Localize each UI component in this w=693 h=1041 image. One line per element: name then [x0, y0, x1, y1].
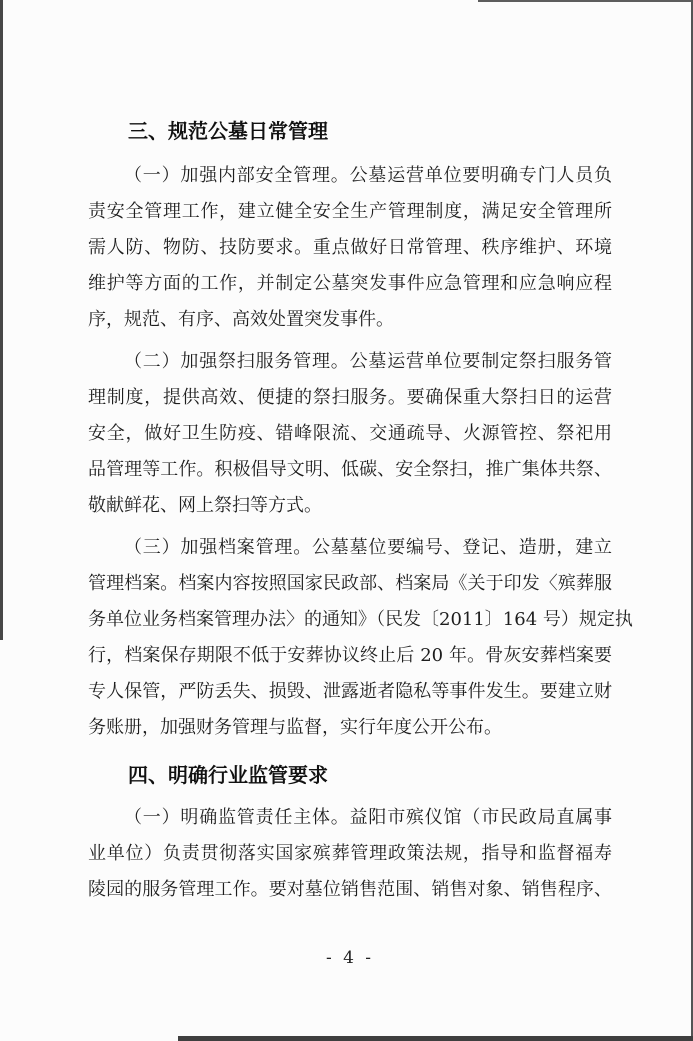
text-line: 管理档案。档案内容按照国家民政部、档案局《关于印发〈殡葬服	[88, 573, 612, 594]
text-line: 序，规范、有序、高效处置突发事件。	[88, 309, 394, 330]
text-line: 责安全管理工作，建立健全安全生产管理制度，满足安全管理所	[88, 201, 612, 222]
paragraph-3-3	[88, 530, 633, 746]
document-body	[88, 110, 633, 908]
paragraph-3-2	[88, 344, 612, 524]
section-3-heading: 三、规范公墓日常管理	[128, 119, 328, 143]
section-4-heading: 四、明确行业监管要求	[128, 763, 328, 787]
scan-edge-top	[478, 0, 693, 2]
text-line: 安全，做好卫生防疫、错峰限流、交通疏导、火源管控、祭祀用	[88, 423, 612, 444]
page-number: - 4 -	[325, 948, 375, 968]
text-line: 务单位业务档案管理办法〉的通知》（民发〔2011〕164 号）规定执	[88, 609, 633, 630]
text-line: 敬献鲜花、网上祭扫等方式。	[88, 495, 322, 516]
text-line: 需人防、物防、技防要求。重点做好日常管理、秩序维护、环境	[88, 237, 612, 258]
text-line: 业单位）负责贯彻落实国家殡葬管理政策法规，指导和监督福寿	[88, 843, 612, 864]
text-line: 行，档案保存期限不低于安葬协议终止后 20 年。骨灰安葬档案要	[88, 645, 612, 666]
text-line: 品管理等工作。积极倡导文明、低碳、安全祭扫，推广集体共祭、	[88, 459, 612, 480]
text-line: 维护等方面的工作，并制定公墓突发事件应急管理和应急响应程	[88, 273, 612, 294]
text-line: 务账册，加强财务管理与监督，实行年度公开公布。	[88, 717, 502, 738]
scan-edge-bottom	[178, 1036, 693, 1041]
text-line: （二）加强祭扫服务管理。公墓运营单位要制定祭扫服务管	[124, 351, 612, 372]
text-line: （一）加强内部安全管理。公墓运营单位要明确专门人员负	[124, 165, 612, 186]
text-line: 专人保管，严防丢失、损毁、泄露逝者隐私等事件发生。要建立财	[88, 681, 612, 702]
text-line: （三）加强档案管理。公墓墓位要编号、登记、造册，建立	[124, 537, 612, 558]
paragraph-3-1	[88, 158, 612, 338]
paragraph-4-1	[88, 800, 612, 908]
text-line: 理制度，提供高效、便捷的祭扫服务。要确保重大祭扫日的运营	[88, 387, 612, 408]
scan-edge-left	[0, 0, 3, 640]
text-line: 陵园的服务管理工作。要对墓位销售范围、销售对象、销售程序、	[88, 879, 612, 900]
text-line: （一）明确监管责任主体。益阳市殡仪馆（市民政局直属事	[124, 807, 612, 828]
